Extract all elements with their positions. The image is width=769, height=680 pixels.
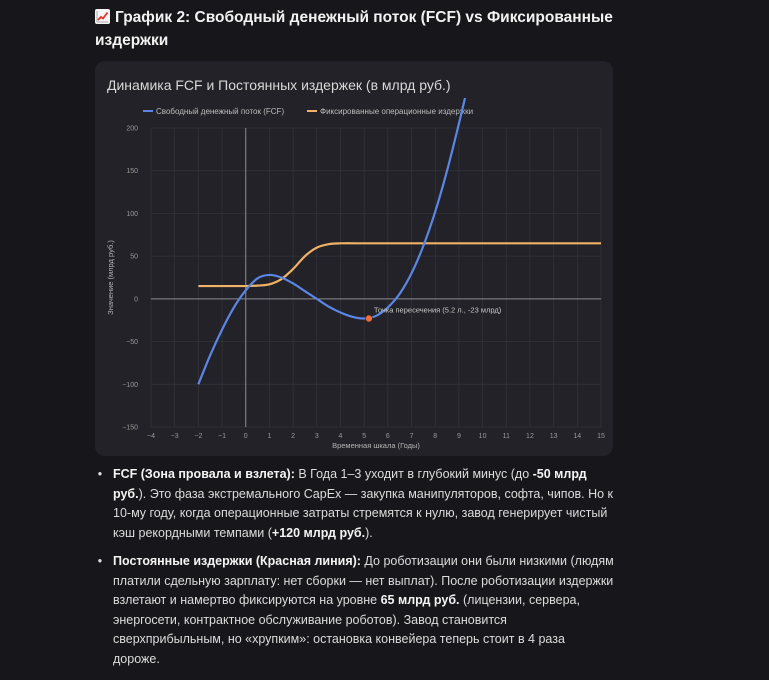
- x-tick-label: 15: [597, 433, 605, 440]
- intersection-point-marker: [365, 315, 372, 322]
- note-text: (лицензии, сервера, энергосети, контрактное обслуживание роботов). Завод становится сверхприбыльным, но «хрупким»: остановка конвейера теперь стоит в 4 раза дороже.: [113, 593, 580, 666]
- y-tick-label: 200: [126, 125, 138, 133]
- x-tick-label: 3: [314, 433, 319, 440]
- note-emphasis: 65 млрд руб.: [380, 593, 460, 607]
- chart-title: Динамика FCF и Постоянных издержек (в млрд руб.): [107, 77, 451, 93]
- heading-text: График 2: Свободный денежный поток (FCF) vs Фиксированные издержки: [95, 9, 613, 49]
- series-line-fixed-costs: [198, 243, 601, 286]
- y-tick-label: −50: [126, 339, 138, 347]
- x-tick-label: 1: [267, 433, 272, 440]
- x-tick-label: 7: [409, 433, 414, 440]
- note-item: [95, 465, 615, 543]
- x-tick-label: 2: [291, 433, 296, 440]
- note-item: [95, 552, 615, 669]
- x-tick-label: 11: [502, 433, 510, 440]
- intersection-annotation: Точка пересечения (5.2 л., -23 млрд): [373, 305, 502, 315]
- y-axis-label: Значение (млрд руб.): [106, 240, 115, 315]
- x-tick-label: −1: [218, 433, 227, 440]
- x-tick-label: 0: [243, 433, 248, 440]
- x-tick-label: 10: [478, 433, 487, 440]
- chart-card: [95, 61, 613, 456]
- bullet-icon: •: [97, 467, 103, 481]
- y-tick-label: 100: [126, 210, 138, 218]
- note-text: До роботизации они были низкими (людям платили сдельную зарплату: нет сборки — нет выплат). После роботизации издержки взлетают и намертво фиксируются на уровне: [113, 554, 614, 607]
- fcf-costs-chart: [95, 61, 613, 456]
- x-tick-label: −4: [147, 433, 155, 440]
- y-tick-label: −150: [122, 424, 138, 432]
- legend-label-fcf: Свободный денежный поток (FCF): [156, 107, 285, 116]
- x-tick-label: 12: [526, 433, 534, 440]
- x-tick-label: 4: [338, 433, 343, 440]
- x-tick-label: 8: [433, 433, 438, 440]
- note-emphasis: +120 млрд руб.: [271, 525, 366, 540]
- x-tick-label: −3: [170, 433, 179, 440]
- note-emphasis: -50 млрд руб.: [113, 467, 587, 501]
- note-text: ).: [365, 525, 373, 540]
- series-line-fcf: [198, 94, 466, 384]
- note-text: ). Это фаза экстремального CapEx — закупка манипуляторов, софта, чипов. Но к 10-му году, когда операционные затраты стремятся к нулю, завод генерирует чистый кэш рекордными темпами (: [113, 486, 614, 540]
- note-title: FCF (Зона провала и взлета):: [113, 467, 295, 481]
- x-tick-label: 6: [385, 433, 390, 440]
- x-tick-label: 9: [456, 433, 461, 440]
- x-tick-label: −2: [194, 433, 203, 440]
- legend-label-fixed-costs: Фиксированные операционные издержки: [320, 107, 474, 116]
- chart-increasing-icon: [95, 9, 110, 24]
- y-tick-label: 0: [134, 296, 138, 304]
- x-axis-label: Временная шкала (Годы): [332, 441, 420, 450]
- notes-list: [95, 465, 615, 678]
- y-tick-label: −100: [122, 381, 138, 389]
- y-tick-label: 150: [126, 168, 138, 176]
- y-tick-label: 50: [130, 253, 138, 261]
- note-text: В Года 1–3 уходит в глубокий минус (до: [294, 467, 533, 481]
- section-heading: [95, 6, 655, 52]
- note-title: Постоянные издержки (Красная линия):: [113, 554, 361, 568]
- bullet-icon: •: [97, 554, 103, 568]
- x-tick-label: 5: [362, 433, 367, 440]
- x-tick-label: 13: [549, 433, 558, 440]
- x-tick-label: 14: [573, 433, 582, 440]
